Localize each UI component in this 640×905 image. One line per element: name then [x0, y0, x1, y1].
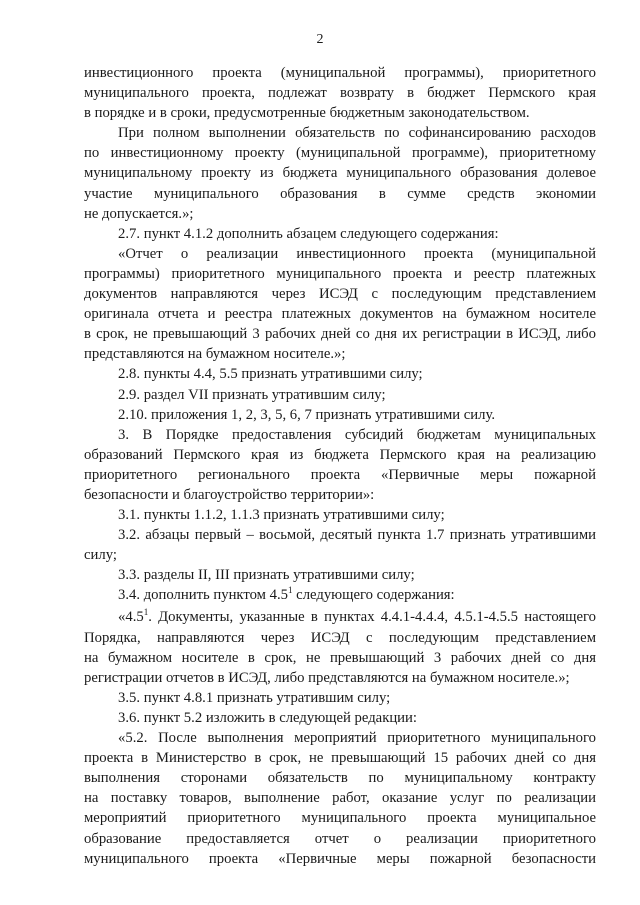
text-line — [84, 585, 596, 606]
text-line-content: инвестиционного проекта (муниципальной программы), приоритетного — [84, 65, 596, 81]
text-line — [84, 465, 596, 485]
text-line-continuation: . Документы, указанные в пунктах 4.4.1-4.4.4, 4.5.1-4.5.5 настоящего — [148, 608, 596, 625]
text-line-content: не допускается.»; — [84, 205, 194, 222]
text-line — [84, 808, 596, 828]
text-line-content: участие муниципального образования в сумме средств экономии — [84, 185, 596, 202]
text-line — [84, 788, 596, 808]
text-line-content: 2.9. раздел VII признать утратившим силу; — [118, 386, 386, 403]
text-line — [84, 628, 596, 648]
text-line-content: приоритетного регионального проекта «Первичные меры пожарной — [84, 466, 596, 483]
text-line-content: в порядке и в сроки, предусмотренные бюджетным законодательством. — [84, 105, 530, 122]
text-line-content: проекта в Министерство в срок, не превышающий 15 рабочих дней со дня — [84, 750, 596, 767]
text-line-content: силу; — [84, 547, 117, 564]
text-line-content: мероприятий приоритетного муниципального проекта муниципальное — [84, 810, 596, 827]
text-line — [84, 728, 596, 748]
text-line-continuation: следующего содержания: — [292, 587, 455, 604]
text-line-content: образование предоставляется отчет о реализации приоритетного — [84, 830, 596, 847]
text-line-content: по инвестиционному проекту (муниципальной программе), приоритетному — [84, 145, 596, 162]
text-line-content: регистрации отчетов в ИСЭД, либо представляются на бумажном носителе.»; — [84, 669, 570, 686]
text-line-content: При полном выполнении обязательств по софинансированию расходов — [118, 125, 596, 142]
text-line-content: в срок, не превышающий 3 рабочих дней со дня их регистрации в ИСЭД, либо — [84, 326, 596, 343]
text-line — [84, 768, 596, 788]
page-number: 2 — [316, 32, 324, 47]
text-line — [84, 224, 596, 244]
text-line — [84, 708, 596, 728]
text-line — [84, 849, 596, 869]
text-line — [84, 264, 596, 284]
text-line — [84, 405, 596, 425]
text-line — [84, 829, 596, 849]
text-line — [84, 284, 596, 304]
text-line — [84, 163, 596, 183]
text-line — [84, 505, 596, 525]
text-line — [84, 204, 596, 224]
text-line — [84, 244, 596, 264]
text-line-content: программы) приоритетного муниципального проекта и реестр платежных — [84, 265, 596, 282]
text-line-content: безопасности и благоустройство территории»: — [84, 486, 375, 503]
text-line-content: Порядка, направляются через ИСЭД с последующим представлением — [84, 629, 596, 646]
text-line-content: «5.2. После выполнения мероприятий приоритетного муниципального — [118, 730, 596, 747]
text-line-content: муниципальному проекту из бюджета муниципального образования долевое — [84, 165, 596, 182]
text-line — [84, 344, 596, 364]
superscript: 1 — [288, 585, 293, 596]
text-line — [84, 485, 596, 505]
text-line-content: муниципального проекта «Первичные меры пожарной безопасности — [84, 850, 596, 867]
text-line-content: 2.8. пункты 4.4, 5.5 признать утратившими силу; — [118, 366, 423, 383]
text-line-content: 3.5. пункт 4.8.1 признать утратившим силу; — [118, 689, 391, 706]
text-line-content: на поставку товаров, выполнение работ, оказание услуг по реализации — [84, 790, 596, 807]
text-line — [84, 184, 596, 204]
text-line-content: 3.3. разделы II, III признать утратившими силу; — [118, 567, 415, 584]
text-line-content: представляются на бумажном носителе.»; — [84, 346, 346, 363]
text-line — [84, 103, 596, 123]
text-line — [84, 425, 596, 445]
text-line — [84, 607, 596, 628]
text-line-content: оригинала отчета и реестра платежных документов на бумажном носителе — [84, 306, 596, 323]
text-line — [84, 688, 596, 708]
text-line — [84, 565, 596, 585]
text-line-content: «4.5 — [118, 608, 144, 625]
text-line — [84, 83, 596, 103]
text-line-content: 3. В Порядке предоставления субсидий бюджетам муниципальных — [118, 426, 596, 443]
text-line — [84, 143, 596, 163]
superscript: 1 — [143, 606, 149, 617]
text-line-content: 2.10. приложения 1, 2, 3, 5, 6, 7 признать утратившими силу. — [118, 406, 496, 423]
text-line — [84, 364, 596, 384]
text-line — [84, 385, 596, 405]
text-line-content: образований Пермского края из бюджета Пермского края на реализацию — [84, 446, 596, 463]
text-line — [84, 525, 596, 545]
text-line-content: муниципального проекта, подлежат возврату в бюджет Пермского края — [84, 85, 596, 102]
text-line — [84, 545, 596, 565]
text-line-content: 2.7. пункт 4.1.2 дополнить абзацем следующего содержания: — [118, 225, 499, 242]
text-line-content: на бумажном носителе в срок, не превышающий 3 рабочих дней со дня — [84, 649, 596, 666]
text-line — [84, 445, 596, 465]
text-line — [84, 63, 596, 83]
text-line — [84, 304, 596, 324]
text-line-content: 3.2. абзацы первый – восьмой, десятый пункта 1.7 признать утратившими — [118, 527, 596, 544]
text-line-content: документов направляются через ИСЭД с последующим представлением — [84, 286, 596, 303]
text-line — [84, 668, 596, 688]
text-line — [84, 748, 596, 768]
text-line-content: выполнения сторонами обязательств по муниципальному контракту — [84, 770, 596, 787]
text-line-content: 3.1. пункты 1.1.2, 1.1.3 признать утратившими силу; — [118, 507, 445, 524]
document-body — [84, 63, 596, 869]
text-line — [84, 123, 596, 143]
text-line — [84, 324, 596, 344]
text-line-content: «Отчет о реализации инвестиционного проекта (муниципальной — [118, 245, 596, 262]
text-line-content: 3.4. дополнить пунктом 4.5 — [118, 587, 288, 604]
text-line — [84, 648, 596, 668]
text-line-content: 3.6. пункт 5.2 изложить в следующей редакции: — [118, 710, 417, 726]
